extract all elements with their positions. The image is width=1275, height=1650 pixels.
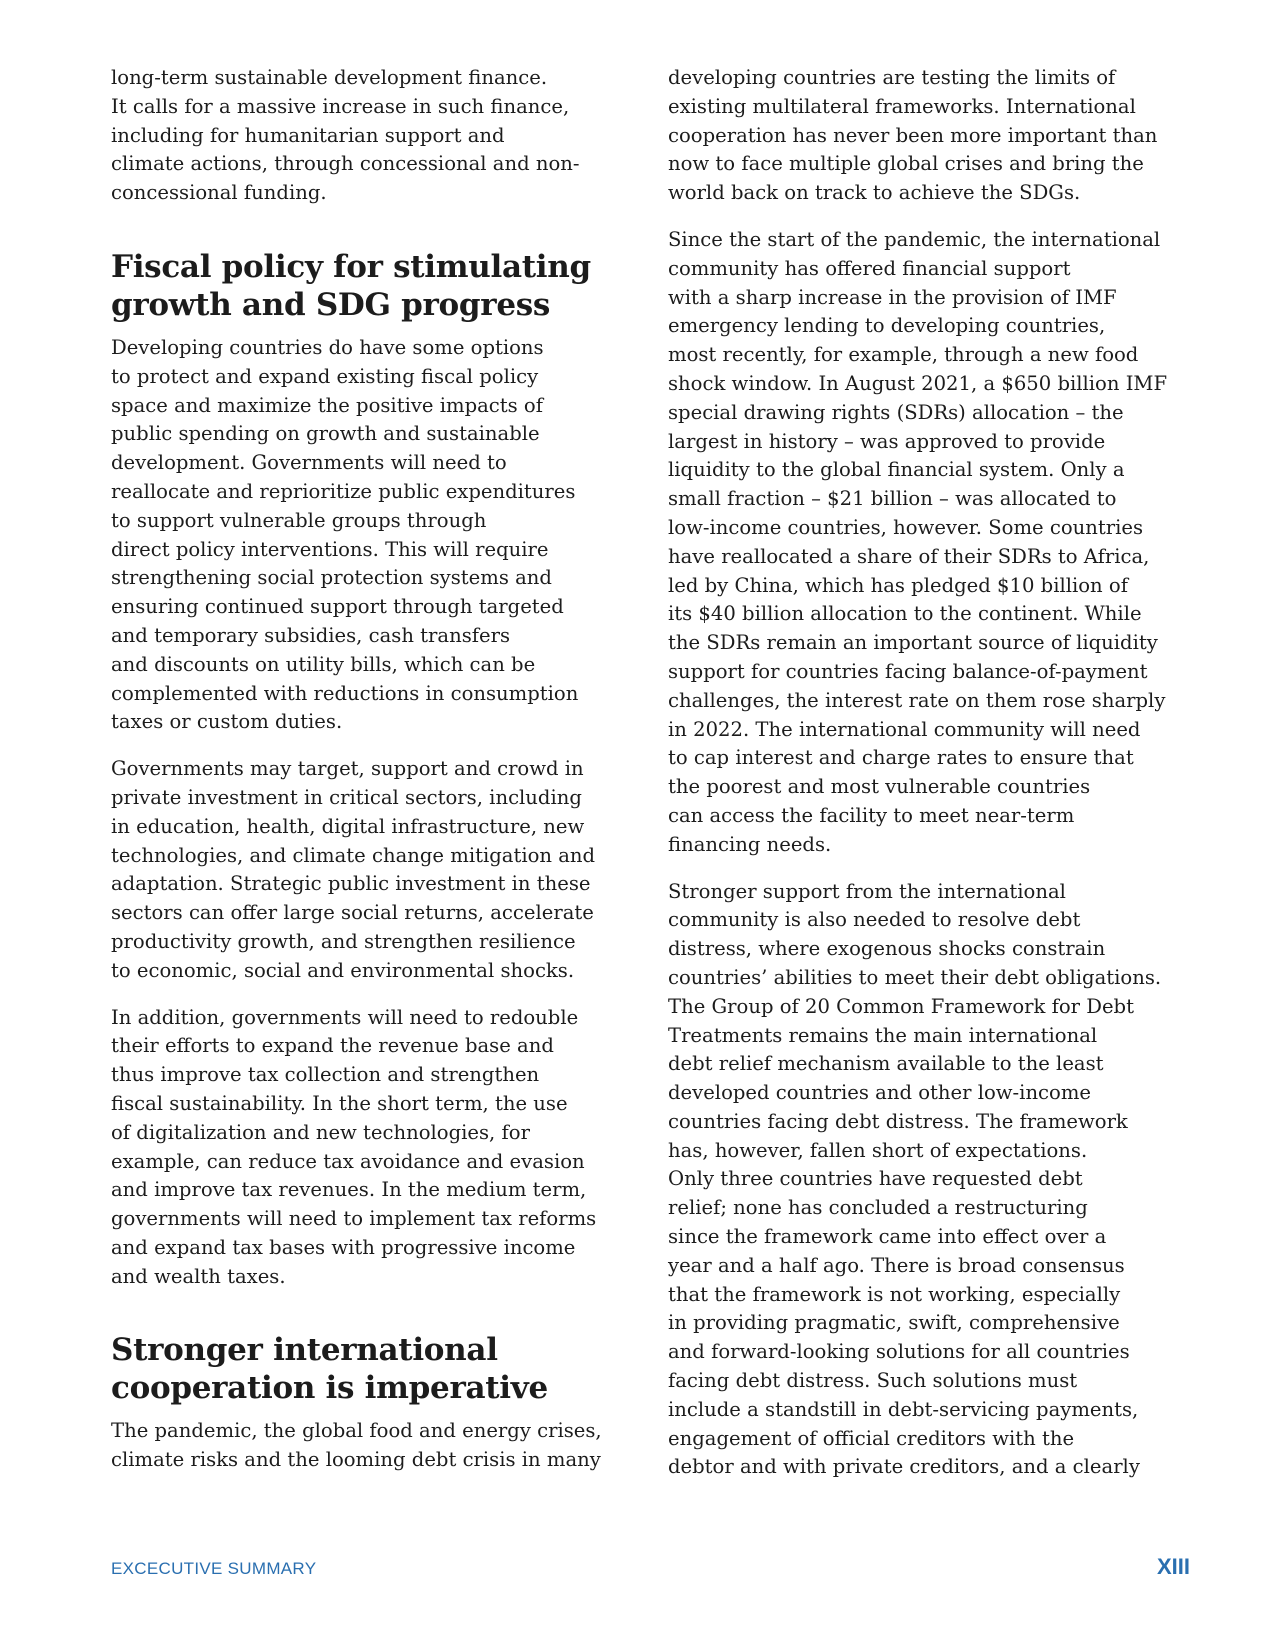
international-cooperation-paragraph-1: The pandemic, the global food and energy crises, climate risks and the looming debt crisis in many: [111, 1419, 602, 1472]
right-paragraph-1: developing countries are testing the limits of existing multilateral frameworks. International cooperation has never been more important than now to face multiple global crises and bring the world back on track to achieve the SDGs.: [668, 66, 1158, 205]
fiscal-policy-paragraph-2: Governments may target, support and crowd in private investment in critical sectors, including in education, health, digital infrastructure, new technologies, and climate change mitigation and adaptation. Strategic public investment in these sectors can offer large social returns, accelerate productivity growth, and strengthen resilience to economic, social and environmental shocks.: [111, 757, 596, 982]
left-column: [111, 64, 631, 1475]
intro-paragraph: long-term sustainable development finance. It calls for a massive increase in such finance, including for humanitarian support and climate actions, through concessional and non- concessional funding.: [111, 66, 580, 205]
page-number: XIII: [1156, 1554, 1190, 1579]
section-heading-fiscal-policy: Fiscal policy for stimulating growth and SDG progress: [111, 248, 591, 323]
section-heading-international-cooperation: Stronger international cooperation is imperative: [111, 1332, 548, 1407]
fiscal-policy-paragraph-1: Developing countries do have some options to protect and expand existing fiscal policy space and maximize the positive impacts of public spending on growth and sustainable development. Governments will need to reallocate and reprioritize public expenditures to support vulnerable groups through direct policy interventions. This will require strengthening social protection systems and ensuring continued support through targeted and temporary subsidies, cash transfers and discounts on utility bills, which can be complemented with reductions in consumption taxes or custom duties.: [111, 335, 579, 734]
right-column: [668, 64, 1200, 1482]
right-paragraph-3: Stronger support from the international community is also needed to resolve debt distress, where exogenous shocks constrain countries’ abilities to meet their debt obligations. The Group of 20 Common Framework for Debt Treatments remains the main international debt relief mechanism available to the least developed countries and other low-income countries facing debt distress. The framework has, however, fallen short of expectations. Only three countries have requested debt relief; none has concluded a restructuring since the framework came into effect over a year and a half ago. There is broad consensus that the framework is not working, especially in providing pragmatic, swift, comprehensive and forward-looking solutions for all countries facing debt distress. Such solutions must include a standstill in debt-servicing payments, engagement of official creditors with the debtor and with private creditors, and a clearly: [668, 879, 1162, 1479]
right-paragraph-2: Since the start of the pandemic, the international community has offered financial support with a sharp increase in the provision of IMF emergency lending to developing countries, most recently, for example, through a new food shock window. In August 2021, a $650 billion IMF special drawing rights (SDRs) allocation – the largest in history – was approved to provide liquidity to the global financial system. Only a small fraction – $21 billion – was allocated to low-income countries, however. Some countries have reallocated a share of their SDRs to Africa, led by China, which has pledged $10 billion of its $40 billion allocation to the continent. While the SDRs remain an important source of liquidity support for countries facing balance-of-payment challenges, the interest rate on them rose sharply in 2022. The international community will need to cap interest and charge rates to ensure that the poorest and most vulnerable countries can access the facility to meet near-term financing needs.: [668, 227, 1168, 856]
footer-section-label: EXCECUTIVE SUMMARY: [111, 1559, 317, 1578]
fiscal-policy-paragraph-3: In addition, governments will need to redouble their efforts to expand the revenue base and thus improve tax collection and strengthen fiscal sustainability. In the short term, the use of digitalization and new technologies, for example, can reduce tax avoidance and evasion and improve tax revenues. In the medium term, governments will need to implement tax reforms and expand tax bases with progressive income and wealth taxes.: [111, 1005, 597, 1288]
